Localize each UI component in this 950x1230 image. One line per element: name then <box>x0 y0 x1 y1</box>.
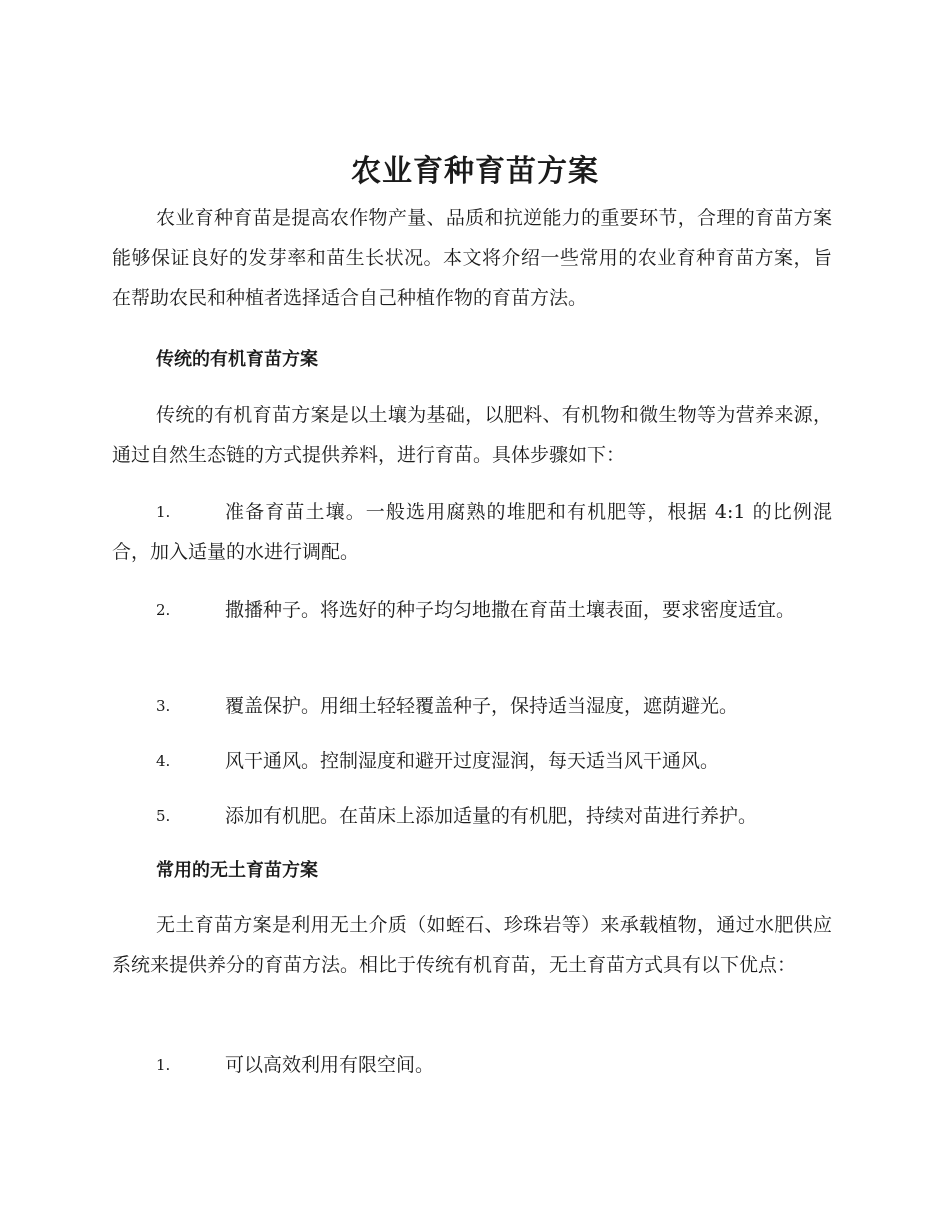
list-item-text: 可以高效利用有限空间。 <box>225 1054 435 1076</box>
list-item <box>112 686 832 726</box>
section-heading-organic: 传统的有机育苗方案 <box>156 349 318 370</box>
section-body-soilless: 无土育苗方案是利用无土介质（如蛭石、珍珠岩等）来承载植物，通过水肥供应系统来提供养分的育苗方法。相比于传统有机育苗，无土育苗方式具有以下优点： <box>112 914 832 976</box>
list-item <box>112 741 832 781</box>
list-number: 1. <box>156 1056 171 1074</box>
section-heading-soilless: 常用的无土育苗方案 <box>156 860 318 881</box>
list-item-text: 覆盖保护。用细土轻轻覆盖种子，保持适当湿度，遮荫避光。 <box>225 695 739 717</box>
list-number: 3. <box>156 697 171 715</box>
section-body-organic: 传统的有机育苗方案是以土壤为基础，以肥料、有机物和微生物等为营养来源，通过自然生态链的方式提供养料，进行育苗。具体步骤如下： <box>112 404 832 466</box>
list-item <box>112 1045 832 1085</box>
intro-paragraph: 农业育种育苗是提高农作物产量、品质和抗逆能力的重要环节，合理的育苗方案能够保证良好的发芽率和苗生长状况。本文将介绍一些常用的农业育种育苗方案，旨在帮助农民和种植者选择适合自己种植作物的育苗方法。 <box>112 207 832 309</box>
list-item <box>112 590 832 630</box>
list-number: 4. <box>156 752 171 770</box>
list-number: 1. <box>156 503 171 521</box>
list-number: 5. <box>156 807 171 825</box>
document-title: 农业育种育苗方案 <box>351 154 599 189</box>
list-item-text: 添加有机肥。在苗床上添加适量的有机肥，持续对苗进行养护。 <box>225 805 758 827</box>
list-item-text: 准备育苗土壤。一般选用腐熟的堆肥和有机肥等，根据 4:1 的比例混合，加入适量的水进行调配。 <box>112 501 832 563</box>
list-item-text: 风干通风。控制湿度和避开过度湿润，每天适当风干通风。 <box>225 750 720 772</box>
list-item <box>112 796 832 836</box>
list-number: 2. <box>156 601 171 619</box>
list-item-text: 撒播种子。将选好的种子均匀地撒在育苗土壤表面，要求密度适宜。 <box>225 599 796 621</box>
list-item <box>112 492 832 572</box>
